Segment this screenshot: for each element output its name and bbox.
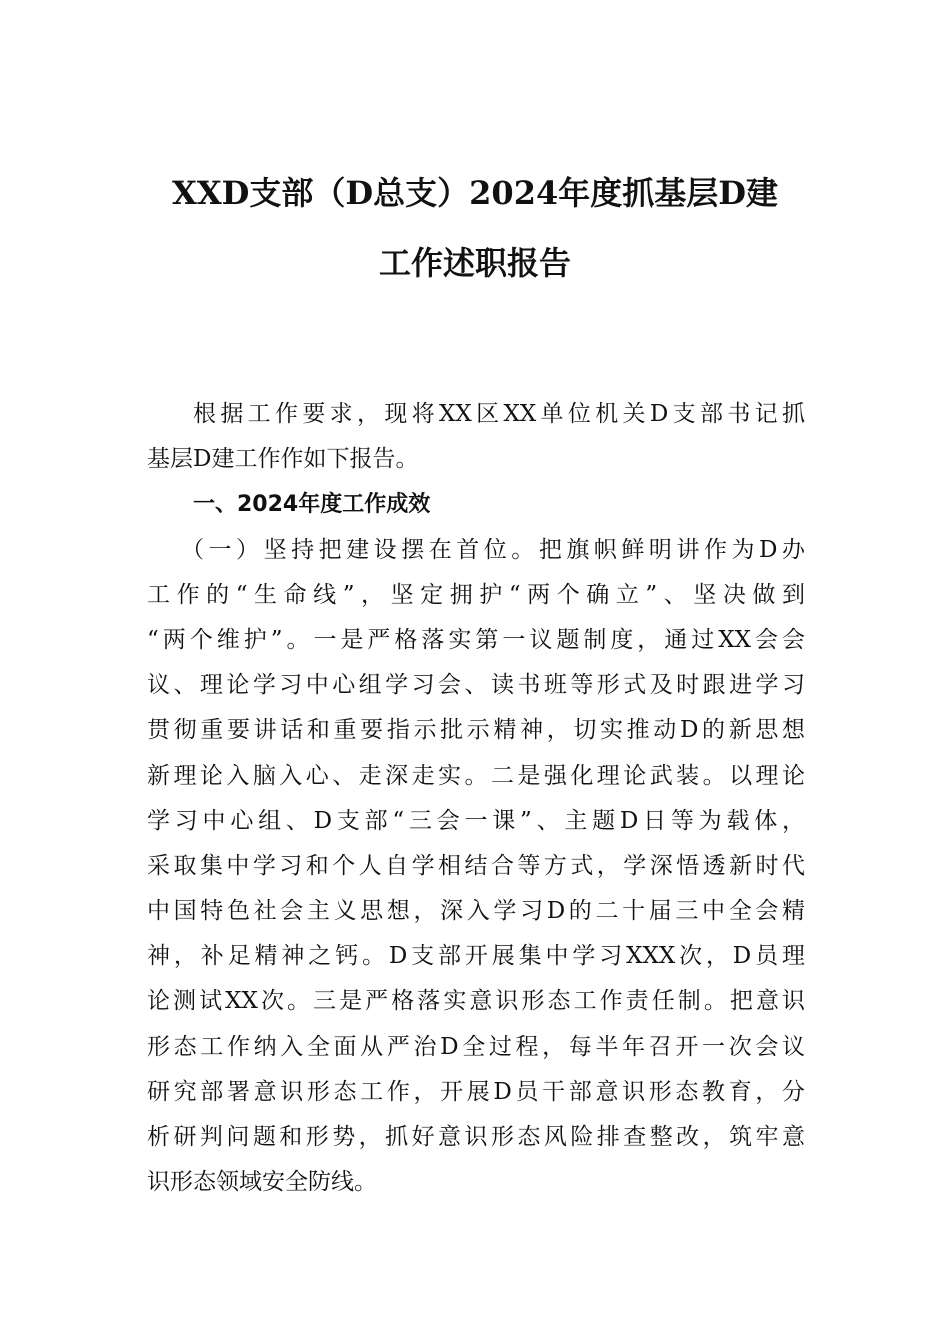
- paragraph-line: 贯彻重要讲话和重要指示批示精神，切实推动D的新思想: [147, 717, 805, 744]
- document-title-line-2: 工作述职报告: [378, 244, 571, 282]
- paragraph-line: “两个维护”。一是严格落实第一议题制度，通过XX会会: [147, 626, 805, 653]
- paragraph-line: （一）坚持把建设摆在首位。把旗帜鲜明讲作为D办: [181, 536, 805, 563]
- paragraph-line: 新理论入脑入心、走深走实。二是强化理论武装。以理论: [147, 762, 805, 789]
- paragraph-line: 研究部署意识形态工作，开展D员干部意识形态教育，分: [147, 1078, 805, 1105]
- paragraph-line: 识形态领域安全防线。: [147, 1169, 377, 1196]
- paragraph-line: 工作的“生命线”，坚定拥护“两个确立”、坚决做到: [147, 581, 805, 608]
- paragraph-line: 中国特色社会主义思想，深入学习D的二十届三中全会精: [147, 898, 805, 925]
- intro-line: 根据工作要求，现将XX区XX单位机关D支部书记抓: [193, 401, 805, 427]
- paragraph-line: 析研判问题和形势，抓好意识形态风险排查整改，筑牢意: [147, 1124, 805, 1150]
- section-heading: 一、2024年度工作成效: [193, 492, 431, 518]
- paragraph-line: 议、理论学习中心组学习会、读书班等形式及时跟进学习: [147, 672, 805, 699]
- intro-line: 基层D建工作作如下报告。: [147, 446, 419, 473]
- paragraph-line: 神，补足精神之钙。D支部开展集中学习XXX次，D员理: [147, 943, 805, 970]
- document-body: [147, 392, 805, 1205]
- paragraph-line: 形态工作纳入全面从严治D全过程，每半年召开一次会议: [147, 1033, 805, 1060]
- document-title-line-1: XXD支部（D总支）2024年度抓基层D建: [172, 174, 778, 212]
- paragraph-line: 学习中心组、D支部“三会一课”、主题D日等为载体，: [147, 807, 805, 834]
- paragraph-line: 论测试XX次。三是严格落实意识形态工作责任制。把意识: [147, 988, 805, 1015]
- paragraph-line: 采取集中学习和个人自学相结合等方式，学深悟透新时代: [147, 852, 805, 879]
